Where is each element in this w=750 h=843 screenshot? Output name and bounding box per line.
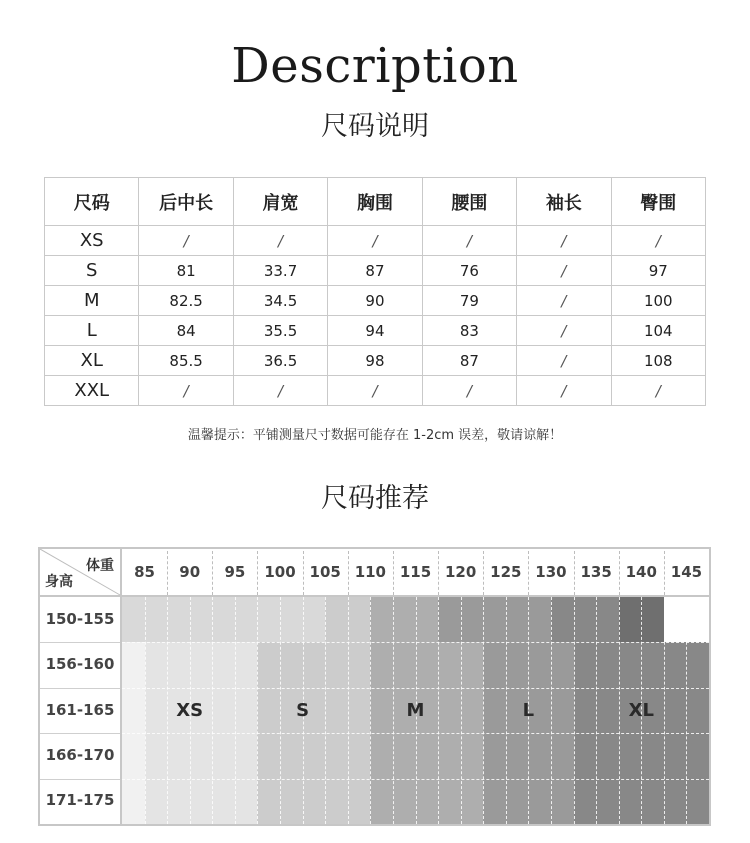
recommend-cell [325, 779, 348, 825]
size-chart-table [44, 177, 706, 406]
grid-vline [370, 597, 371, 824]
recommend-cell [167, 733, 190, 779]
recommend-cell [370, 642, 393, 688]
weight-header-divider [393, 551, 394, 595]
recommend-cell [574, 642, 597, 688]
recommend-cell [619, 642, 642, 688]
size-value-cell: 82.5 [139, 286, 233, 316]
weight-header: 135 [580, 563, 612, 581]
recommend-cell [596, 779, 619, 825]
weight-header: 120 [444, 563, 477, 581]
recommend-cell [280, 642, 303, 688]
recommend-cell [596, 597, 619, 643]
recommend-cell [212, 733, 235, 779]
recommend-cell [145, 597, 168, 643]
weight-header-divider [438, 551, 439, 595]
size-value-cell: / [328, 226, 422, 256]
size-value-cell: 33.7 [233, 256, 327, 286]
height-row-separator [40, 642, 122, 643]
col-header-hip: 臀围 [611, 178, 705, 226]
recommend-cell [235, 779, 258, 825]
weight-header: 130 [535, 563, 567, 581]
size-value-cell: 94 [328, 316, 422, 346]
size-value-cell: / [517, 376, 611, 406]
recommend-cell [506, 779, 529, 825]
recommend-cell [438, 733, 461, 779]
height-label: 156-160 [45, 655, 115, 674]
size-value-cell: 35.5 [233, 316, 327, 346]
recommend-cell [483, 597, 506, 643]
size-value-cell: 81 [139, 256, 233, 286]
weight-header-divider [212, 551, 213, 595]
size-recommend-grid [38, 547, 711, 826]
grid-vline [461, 597, 462, 824]
size-zone-label: L [522, 699, 535, 721]
recommend-cell [348, 597, 371, 643]
corner-weight-label: 体重 [86, 558, 114, 574]
size-value-cell: 90 [328, 286, 422, 316]
recommend-cell [619, 597, 642, 643]
recommend-cell [641, 597, 664, 643]
recommend-cell [416, 597, 439, 643]
size-value-cell: 100 [611, 286, 705, 316]
recommend-cell [686, 779, 709, 825]
recommend-cell [190, 779, 213, 825]
recommend-cell [438, 642, 461, 688]
recommend-cell [212, 779, 235, 825]
size-value-cell: / [517, 346, 611, 376]
recommend-cell [325, 597, 348, 643]
recommend-cell [483, 779, 506, 825]
size-zone-label: XS [176, 699, 204, 721]
size-table-row [45, 316, 706, 346]
weight-header: 100 [264, 563, 296, 581]
height-row-separator [40, 779, 122, 780]
recommend-cell [348, 733, 371, 779]
grid-vline [235, 597, 236, 824]
size-label-cell: L [45, 316, 139, 346]
recommend-cell [303, 779, 326, 825]
size-value-cell: / [517, 226, 611, 256]
col-header-waist: 腰围 [422, 178, 516, 226]
recommend-cell [438, 779, 461, 825]
recommend-cell [596, 642, 619, 688]
recommend-cell [461, 779, 484, 825]
recommend-cell [506, 733, 529, 779]
size-value-cell: / [233, 376, 327, 406]
size-value-cell: / [517, 316, 611, 346]
recommend-cell [461, 642, 484, 688]
height-row-separator [40, 733, 122, 734]
recommend-cell [619, 779, 642, 825]
recommend-cell [348, 779, 371, 825]
recommend-cell [257, 779, 280, 825]
recommend-cell [235, 688, 258, 734]
recommend-cell [551, 597, 574, 643]
col-header-bust: 胸围 [328, 178, 422, 226]
height-label: 171-175 [45, 791, 115, 810]
recommend-cell [551, 779, 574, 825]
page-title-en: Description [231, 38, 519, 94]
recommend-cell [325, 733, 348, 779]
size-value-cell: 36.5 [233, 346, 327, 376]
recommend-cell [257, 597, 280, 643]
recommend-cell [122, 779, 145, 825]
weight-header: 90 [179, 563, 201, 581]
recommend-cell [664, 733, 687, 779]
recommend-cell [619, 733, 642, 779]
recommend-cell [167, 642, 190, 688]
weight-header: 85 [134, 563, 155, 581]
size-table-row [45, 226, 706, 256]
height-row-separator [40, 688, 122, 689]
recommend-cell [303, 642, 326, 688]
recommend-cell [461, 688, 484, 734]
recommend-cell [235, 597, 258, 643]
size-value-cell: / [233, 226, 327, 256]
recommend-cell [325, 642, 348, 688]
size-value-cell: 97 [611, 256, 705, 286]
recommend-cell [122, 688, 145, 734]
corner-height-label: 身高 [45, 574, 73, 590]
weight-header-divider [574, 551, 575, 595]
recommend-cell [664, 779, 687, 825]
size-value-cell: / [139, 376, 233, 406]
recommend-cell [122, 642, 145, 688]
size-label-cell: M [45, 286, 139, 316]
recommend-cell [641, 779, 664, 825]
recommend-cell [257, 733, 280, 779]
height-label: 150-155 [45, 609, 115, 628]
size-value-cell: 79 [422, 286, 516, 316]
recommend-cell [303, 733, 326, 779]
recommend-cell [145, 642, 168, 688]
size-value-cell: 87 [328, 256, 422, 286]
recommend-cell [596, 733, 619, 779]
recommend-cell [370, 733, 393, 779]
size-zone-label: S [296, 699, 310, 721]
size-table-row [45, 286, 706, 316]
size-value-cell: 85.5 [139, 346, 233, 376]
weight-header-divider [664, 551, 665, 595]
recommend-cell [528, 779, 551, 825]
recommend-cell [641, 733, 664, 779]
size-table-row [45, 376, 706, 406]
recommend-cell [280, 779, 303, 825]
recommend-cell [438, 597, 461, 643]
recommend-cell [528, 597, 551, 643]
grid-vline [257, 597, 258, 824]
recommend-cell [393, 779, 416, 825]
recommend-cell [212, 597, 235, 643]
size-value-cell: 98 [328, 346, 422, 376]
recommend-cell [393, 733, 416, 779]
recommend-cell [416, 779, 439, 825]
recommend-cell [528, 733, 551, 779]
size-value-cell: 34.5 [233, 286, 327, 316]
size-value-cell: 83 [422, 316, 516, 346]
recommend-cell [551, 642, 574, 688]
recommend-cell [393, 597, 416, 643]
recommend-cell [235, 642, 258, 688]
recommend-cell [393, 642, 416, 688]
height-label: 161-165 [45, 700, 115, 719]
recommend-cell [122, 733, 145, 779]
recommend-cell [145, 779, 168, 825]
size-value-cell: / [422, 376, 516, 406]
recommend-cell [483, 642, 506, 688]
col-header-shoulder: 肩宽 [233, 178, 327, 226]
recommend-cell [686, 688, 709, 734]
recommend-cell [212, 642, 235, 688]
grid-vline [574, 597, 575, 824]
recommend-cell [664, 642, 687, 688]
size-label-cell: XXL [45, 376, 139, 406]
recommend-cell [235, 733, 258, 779]
size-table-row [45, 256, 706, 286]
weight-header: 125 [490, 563, 522, 581]
size-value-cell: / [328, 376, 422, 406]
weight-header: 145 [670, 563, 703, 581]
weight-header: 95 [224, 563, 246, 581]
col-header-back-length: 后中长 [139, 178, 233, 226]
size-value-cell: / [139, 226, 233, 256]
grid-corner [40, 549, 122, 597]
recommend-cell [664, 597, 687, 643]
page-title-cn: 尺码说明 [321, 111, 429, 142]
size-label-cell: XL [45, 346, 139, 376]
size-value-cell: / [517, 286, 611, 316]
recommend-title: 尺码推荐 [321, 483, 429, 514]
size-value-cell: 104 [611, 316, 705, 346]
size-label-cell: XS [45, 226, 139, 256]
recommend-cell [370, 597, 393, 643]
weight-header-divider [257, 551, 258, 595]
grid-hline [122, 642, 709, 643]
recommend-cell [461, 597, 484, 643]
col-header-sleeve: 袖长 [517, 178, 611, 226]
weight-header-divider [528, 551, 529, 595]
recommend-cell [167, 779, 190, 825]
recommend-cell [551, 733, 574, 779]
weight-header-divider [348, 551, 349, 595]
recommend-cell [506, 642, 529, 688]
recommend-cell [686, 597, 709, 643]
weight-header-divider [483, 551, 484, 595]
weight-header: 115 [399, 563, 432, 581]
recommend-cell [190, 733, 213, 779]
height-label: 166-170 [45, 745, 115, 764]
recommend-cell [280, 733, 303, 779]
grid-hline [122, 733, 709, 734]
grid-vline [348, 597, 349, 824]
recommend-cell [686, 642, 709, 688]
size-value-cell: 76 [422, 256, 516, 286]
size-value-cell: / [517, 256, 611, 286]
weight-header-divider [167, 551, 168, 595]
recommend-cell [190, 642, 213, 688]
recommend-cell [574, 688, 597, 734]
grid-vline [483, 597, 484, 824]
recommend-cell [506, 597, 529, 643]
size-value-cell: / [422, 226, 516, 256]
weight-header: 105 [309, 563, 341, 581]
grid-hline [122, 688, 709, 689]
recommend-cell [574, 779, 597, 825]
recommend-cell [303, 597, 326, 643]
size-table-row [45, 346, 706, 376]
size-value-cell: 87 [422, 346, 516, 376]
grid-vline [686, 597, 687, 824]
weight-header: 140 [625, 563, 657, 581]
size-value-cell: / [611, 226, 705, 256]
size-zone-label: M [406, 699, 425, 721]
recommend-cell [348, 642, 371, 688]
size-value-cell: 84 [139, 316, 233, 346]
recommend-cell [145, 733, 168, 779]
weight-header-divider [619, 551, 620, 595]
recommend-cell [641, 642, 664, 688]
recommend-cell [528, 642, 551, 688]
recommend-cell [686, 733, 709, 779]
recommend-cell [483, 733, 506, 779]
measurement-note: 温馨提示：平铺测量尺寸数据可能存在 1-2cm 误差，敬请谅解！ [187, 428, 563, 443]
recommend-cell [122, 597, 145, 643]
recommend-cell [257, 642, 280, 688]
recommend-cell [416, 642, 439, 688]
recommend-cell [416, 733, 439, 779]
recommend-cell [461, 733, 484, 779]
size-label-cell: S [45, 256, 139, 286]
recommend-cell [280, 597, 303, 643]
size-value-cell: / [611, 376, 705, 406]
size-value-cell: 108 [611, 346, 705, 376]
recommend-cell [167, 597, 190, 643]
recommend-cell [574, 733, 597, 779]
recommend-cell [348, 688, 371, 734]
grid-vline [145, 597, 146, 824]
grid-hline [122, 779, 709, 780]
size-zone-label: XL [628, 699, 654, 721]
recommend-cell [574, 597, 597, 643]
col-header-size: 尺码 [45, 178, 139, 226]
recommend-cell [190, 597, 213, 643]
weight-header-divider [303, 551, 304, 595]
size-table-header-row [45, 178, 706, 226]
recommend-cell [370, 779, 393, 825]
weight-header: 110 [354, 563, 386, 581]
grid-vline [596, 597, 597, 824]
